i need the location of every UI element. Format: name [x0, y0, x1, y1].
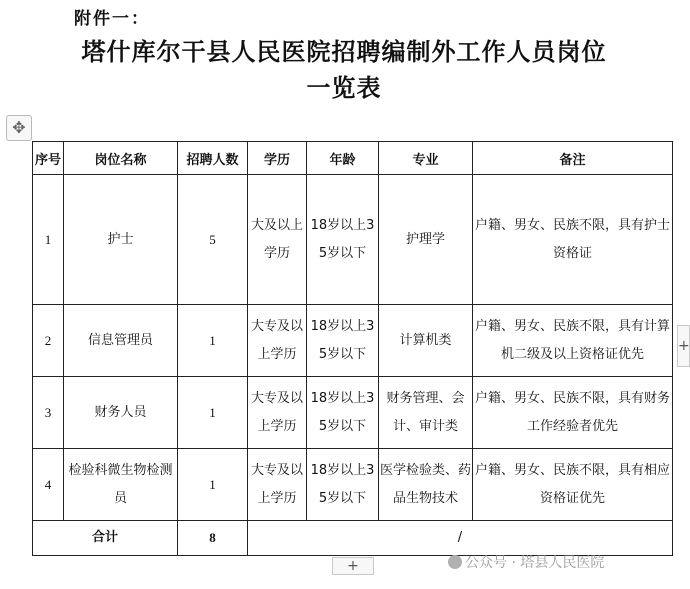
cell-no: 1	[33, 175, 64, 305]
add-column-button[interactable]	[677, 325, 690, 367]
cell-position: 财务人员	[64, 377, 178, 449]
cell-note: 户籍、男女、民族不限，具有相应资格证优先	[473, 449, 673, 521]
cell-position: 信息管理员	[64, 305, 178, 377]
cell-count: 1	[178, 305, 248, 377]
cell-position: 护士	[64, 175, 178, 305]
document-title-line1: 塔什库尔干县人民医院招聘编制外工作人员岗位	[81, 37, 607, 66]
cell-major: 财务管理、会计、审计类	[379, 377, 473, 449]
positions-table	[32, 141, 673, 556]
header-age: 年龄	[307, 142, 379, 175]
watermark-text: 公众号 · 塔县人民医院	[465, 555, 605, 571]
cell-age: 18岁以上35岁以下	[307, 175, 379, 305]
cell-education: 大及以上学历	[248, 175, 307, 305]
table-row	[33, 449, 673, 521]
cell-age: 18岁以上35岁以下	[307, 377, 379, 449]
total-label: 合计	[33, 521, 178, 556]
attachment-label: 附件一：	[74, 9, 150, 29]
total-row	[33, 521, 673, 556]
wechat-icon	[448, 555, 462, 569]
plus-icon: +	[678, 338, 690, 354]
total-rest: /	[248, 521, 673, 556]
cell-age: 18岁以上35岁以下	[307, 305, 379, 377]
cell-count: 5	[178, 175, 248, 305]
table-row	[33, 175, 673, 305]
cell-position: 检验科微生物检测员	[64, 449, 178, 521]
cell-education: 大专及以上学历	[248, 377, 307, 449]
cell-no: 4	[33, 449, 64, 521]
cell-note: 户籍、男女、民族不限，具有护士资格证	[473, 175, 673, 305]
add-row-button[interactable]	[332, 557, 374, 575]
cell-major: 医学检验类、药品生物技术	[379, 449, 473, 521]
cell-age: 18岁以上35岁以下	[307, 449, 379, 521]
cell-note: 户籍、男女、民族不限，具有财务工作经验者优先	[473, 377, 673, 449]
watermark	[448, 552, 604, 572]
header-major: 专业	[379, 142, 473, 175]
header-position: 岗位名称	[64, 142, 178, 175]
cell-no: 3	[33, 377, 64, 449]
total-count: 8	[178, 521, 248, 556]
cell-education: 大专及以上学历	[248, 449, 307, 521]
cell-count: 1	[178, 449, 248, 521]
cell-major: 计算机类	[379, 305, 473, 377]
document-title-line2: 一览表	[306, 73, 382, 102]
cell-major: 护理学	[379, 175, 473, 305]
cell-education: 大专及以上学历	[248, 305, 307, 377]
header-note: 备注	[473, 142, 673, 175]
header-no: 序号	[33, 142, 64, 175]
plus-icon: +	[347, 558, 359, 574]
header-education: 学历	[248, 142, 307, 175]
table-header-row	[33, 142, 673, 175]
cell-note: 户籍、男女、民族不限，具有计算机二级及以上资格证优先	[473, 305, 673, 377]
cell-no: 2	[33, 305, 64, 377]
cell-count: 1	[178, 377, 248, 449]
table-row	[33, 377, 673, 449]
move-icon[interactable]: ✥	[6, 115, 32, 141]
table-row	[33, 305, 673, 377]
header-count: 招聘人数	[178, 142, 248, 175]
